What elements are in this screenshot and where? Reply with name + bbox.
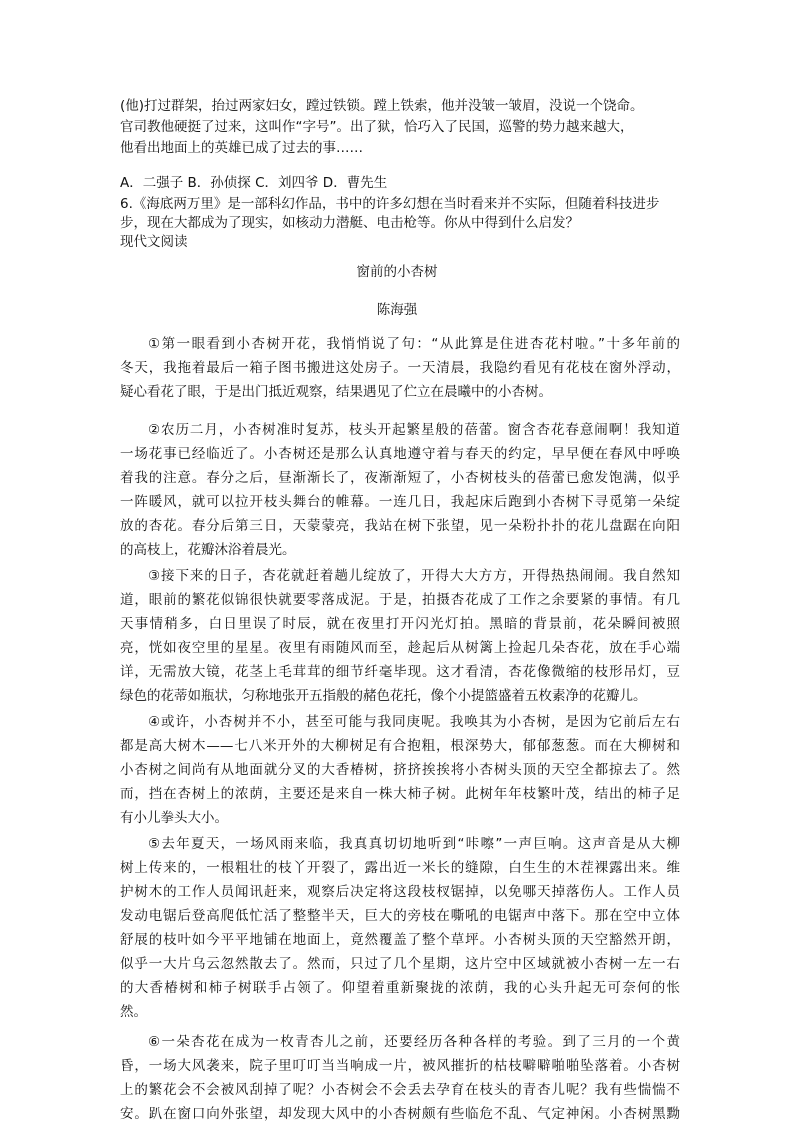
paragraph-line: ③接下来的日子，杏花就赶着趟儿绽放了，开得大大方方，开得热热闹闹。我自然知 <box>148 568 680 584</box>
paragraph-line: 绿色的花蒂如瓶状，匀称地张开五指般的赭色花托，像个小提篮盛着五枚素净的花瓣儿。 <box>120 688 647 704</box>
paragraph-line: 道，眼前的繁花似锦很快就要零落成泥。于是，拍摄杏花成了工作之余要紧的事情。有几 <box>120 592 680 608</box>
paragraph-line: ①第一眼看到小杏树开花，我悄悄说了句：“从此算是住进杏花村啦。”十多年前的 <box>148 336 680 352</box>
paragraph-line: 天事情稍多，白日里误了时辰，就在夜里打开闪光灯拍。黑暗的背景前，花朵瞬间被照 <box>120 616 680 632</box>
paragraph-line: 冬天，我拖着最后一箱子图书搬进这处房子。一天清晨，我隐约看见有花枝在窗外浮动， <box>120 360 680 376</box>
paragraph-line: 舒展的枝叶如今平平地铺在地面上，竟然覆盖了整个草坪。小杏树头顶的天空豁然开朗， <box>120 932 680 948</box>
article-paragraph-4 <box>120 710 680 830</box>
paragraph-line: 有小儿拳头大小。 <box>120 810 228 826</box>
paragraph-line: ⑤去年夏天，一场风雨来临，我真真切切地听到“咔嚓”一声巨响。这声音是从大柳 <box>148 836 680 852</box>
article-paragraph-3 <box>120 564 680 708</box>
paragraph-line: 树上传来的，一根粗壮的枝丫开裂了，露出近一米长的缝隙，白生生的木茬裸露出来。维 <box>120 860 680 876</box>
question-6-line: 6.《海底两万里》是一部科幻作品，书中的许多幻想在当时看来并不实际，但随着科技进步 <box>120 196 660 212</box>
paragraph-line: 护树木的工作人员闻讯赶来，观察后决定将这段枝杈锯掉，以免哪天掉落伤人。工作人员 <box>120 884 680 900</box>
article-paragraph-5 <box>120 832 680 1024</box>
paragraph-line: 亮，恍如夜空里的星星。夜里有雨随风而至，趁起后从树篱上捡起几朵杏花，放在手心端 <box>120 640 680 656</box>
paragraph-line: 小杏树之间尚有从地面就分叉的大香椿树，挤挤挨挨将小杏树头顶的天空全都掠去了。然 <box>120 762 680 778</box>
paragraph-line: ⑥一朵杏花在成为一枚青杏儿之前，还要经历各种各样的考验。到了三月的一个黄 <box>148 1034 680 1050</box>
paragraph-line: 一阵暖风，就可以拉开枝头舞台的帷幕。一连几日，我起床后跑到小杏树下寻觅第一朵绽 <box>120 494 680 510</box>
paragraph-line: 似乎一大片乌云忽然散去了。然而，只过了几个星期，这片空中区域就被小杏树一左一右 <box>120 956 680 972</box>
paragraph-line: 然。 <box>120 1004 147 1020</box>
article-paragraph-1 <box>120 332 680 404</box>
paragraph-line: 而，挡在杏树上的浓荫，主要还是来自一株大柿子树。此树年年枝繁叶茂，结出的柿子足 <box>120 786 680 802</box>
article-author: 陈海强 <box>376 302 418 318</box>
question-options: A．二强子 B．孙侦探 C．刘四爷 D．曹先生 <box>120 175 388 191</box>
paragraph-line: 安。趴在窗口向外张望，却发现大风中的小杏树颇有些临危不乱、气定神闲。小杏树黑黝 <box>120 1106 680 1122</box>
paragraph-line: 着我的注意。春分之后，昼渐渐长了，夜渐渐短了，小杏树枝头的蓓蕾已愈发饱满，似乎 <box>120 470 680 486</box>
paragraph-line: ②农历二月，小杏树准时复苏，枝头开起繁星般的蓓蕾。窗含杏花春意闹啊！我知道 <box>148 422 680 438</box>
article-paragraph-6 <box>120 1030 680 1126</box>
section-label: 现代文阅读 <box>120 234 188 250</box>
paragraph-line: 昏，一场大风袭来，院子里叮叮当当响成一片，被风摧折的枯枝噼噼啪啪坠落着。小杏树 <box>120 1058 680 1074</box>
paragraph-line: 的高枝上，花瓣沐浴着晨光。 <box>120 542 296 558</box>
question-6-line: 步，现在大都成为了现实，如核动力潜艇、电击枪等。你从中得到什么启发？ <box>120 215 579 231</box>
article-paragraph-2 <box>120 418 680 562</box>
passage-line: 他看出地面上的英雄已成了过去的事…… <box>120 140 363 156</box>
paragraph-line: 详，无需放大镜，花茎上毛茸茸的细节纤毫毕现。这才看清，杏花像微缩的枝形吊灯，豆 <box>120 664 680 680</box>
paragraph-line: 放的杏花。春分后第三日，天蒙蒙亮，我站在树下张望，见一朵粉扑扑的花儿盘踞在向阳 <box>120 518 680 534</box>
paragraph-line: 一场花事已经临近了。小杏树还是那么认真地遵守着与春天的约定，早早便在春风中呼唤 <box>120 446 680 462</box>
passage-line: 官司教他硬挺了过来，这叫作“字号”。出了狱，恰巧入了民国，巡警的势力越来越大， <box>120 119 634 135</box>
paragraph-line: 的大香椿树和柿子树联手占领了。仰望着重新聚拢的浓荫，我的心头升起无可奈何的怅 <box>120 980 680 996</box>
paragraph-line: 都是高大树木——七八米开外的大柳树足有合抱粗，根深势大，郁郁葱葱。而在大柳树和 <box>120 738 680 754</box>
paragraph-line: 上的繁花会不会被风刮掉了呢？小杏树会不会丢去孕育在枝头的青杏儿呢？我有些惴惴不 <box>120 1082 680 1098</box>
paragraph-line: 疑心看花了眼，于是出门抵近观察，结果遇见了伫立在晨曦中的小杏树。 <box>120 384 552 400</box>
paragraph-line: ④或许，小杏树并不小，甚至可能与我同庚呢。我唤其为小杏树，是因为它前后左右 <box>148 714 680 730</box>
article-title: 窗前的小杏树 <box>356 264 438 280</box>
passage-line: (他)打过群架，抬过两家妇女，蹚过铁锁。蹚上铁索，他并没皱一皱眉，没说一个饶命。 <box>120 98 644 114</box>
paragraph-line: 发动电锯后登高爬低忙活了整整半天，巨大的旁枝在嘶吼的电锯声中落下。那在空中立体 <box>120 908 680 924</box>
